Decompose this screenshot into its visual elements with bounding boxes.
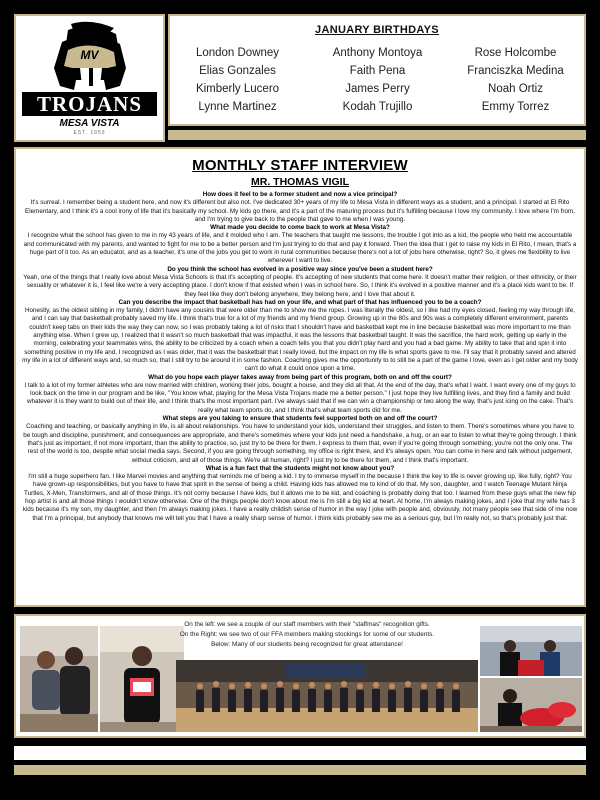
answer: I talk to a lot of my former athletes who are now married with children, working their jobs, bought a house, and they did all that. At the end of the day, that's what I want. I want every one of my guys to look back on the time in our program and be like, "You know what, playing for the Mesa Vista Trojans made me a better person." I just hope they live fulfilling lives, and they find a family and build whatever it is they want to build out of their life, and I think that's the most important part. I've always said that if we can win a championship or two along the way, that's just icing on the cake. That's really what team sports do, and I think that's what team sports did for me. [24, 381, 576, 414]
ffa-photo-1 [480, 626, 582, 676]
birthday-name: Emmy Torrez [481, 101, 550, 113]
photo-caption [176, 620, 438, 650]
footer-gold-bar [14, 765, 586, 775]
question: How does it feel to be a former student and now a vice principal? [202, 191, 398, 198]
caption-line: On the left: we see a couple of our staff members with their "staffmas" recognition gifts. [184, 621, 430, 628]
team-name: TROJANS [22, 92, 157, 116]
birthday-name: Franciszka Medina [467, 65, 564, 77]
birthday-column-3 [448, 44, 583, 116]
interview-title: MONTHLY STAFF INTERVIEW [192, 157, 408, 174]
school-name: MESA VISTA [59, 118, 120, 129]
question: Do you think the school has evolved in a positive way since you've been a student here? [167, 265, 433, 273]
caption-line: On the Right: we see two of our FFA members making stockings for some of our students. [179, 631, 435, 638]
birthday-name: Elias Gonzales [199, 65, 276, 77]
birthday-name: James Perry [345, 83, 410, 95]
question: What do you hope each player takes away from being part of this program, both on and off the court? [148, 373, 452, 381]
birthday-name: Lynne Martinez [198, 101, 277, 113]
interview-qa [22, 191, 578, 523]
birthday-name: Anthony Montoya [332, 47, 423, 59]
staff-photo-2 [100, 626, 184, 732]
photos-panel [14, 614, 586, 738]
ffa-photo-2 [480, 678, 582, 732]
question: What made you decide to come back to work at Mesa Vista? [210, 224, 390, 232]
interview-subject: MR. THOMAS VIGIL [251, 176, 349, 188]
question: Can you describe the impact that basketball has had on your life, and what part of that has influenced you to be a coach? [118, 298, 482, 306]
divider-bar [168, 130, 586, 140]
logo-tagline: EST. 1953 [73, 130, 106, 136]
question: What steps are you taking to ensure that students feel supported both on and off the court? [162, 415, 438, 423]
birthday-name: Kodah Trujillo [342, 101, 413, 113]
caption-line: Below: Many of our students being recognized for great attendance! [211, 641, 403, 648]
birthday-column-1 [170, 44, 305, 116]
footer-white-bar [14, 746, 586, 760]
birthday-column-2 [310, 44, 445, 116]
staff-photo-1 [20, 626, 98, 732]
helmet-initials: MV [80, 48, 99, 62]
answer: Yeah, one of the things that I really love about Mesa Vista Schools is that it's accepting of people. It's accepting of new students that come here. It doesn't matter their religion, or their ethnicity, or their sexuality or whatever it is, I feel like we're a very accepting place. I don't know if that existed when I was in school here. So, I think it's evolved in a positive manner and it's a place kids want to be. If they feel like they don't belong anywhere, they belong here, and I love that about it. [23, 273, 577, 298]
staff-interview-panel [14, 147, 586, 607]
birthday-name: Rose Holcombe [474, 47, 557, 59]
answer: It's surreal. I remember being a student here, and now it's different but also not. I've dedicated 30+ years of my life to Mesa Vista in different ways as a student, and a principal. I started at El Rito Elementary, and I think it's a cool irony of life that it's basically my school. My kids go there, and it's a part of the maturing process but it's fulfilling because I love my community. I love where I'm from, and I'm trying to give back to the people that gave to me when I was young. [25, 199, 575, 223]
birthday-name: London Downey [195, 47, 280, 59]
question: What is a fun fact that the students might not know about you? [205, 464, 395, 472]
attendance-photo [176, 660, 478, 732]
answer: Coaching and teaching, or basically anything in life, is all about relationships. You have to understand your kids, understand their struggles, and listen to them. There's sometimes where you have to be tough and discipline, punishment, and consequences are appropriate, and there's sometimes where your kids just need a handshake, a hug, or an ear to listen to what they're going through. I think that's just as important, if not more important, than the ability to practice, so, just try to be there for them. I express to them that, even if you're going through something, you're not the only one. The rest of the world is too, despite what social media says. Second, if you are going through something, my office is right there, and it's always open. You can come in here and talk without judgement, without criticism, and all of those things. We're all human, right? I just try to be there for them, and I think that's important. [23, 423, 577, 464]
answer: I'm still a huge superhero fan. I like Marvel movies and anything that reminds me of being a kid. I try to immerse myself in the because I think the key to life is never growing up, like fully, right? You have grown-up responsibilities, but you have to have that spirit in the sense of being a child. Having kids has allowed me to kind of do that. My son, daughter, and I watch Teenage Mutant Ninja Turtles, X-Men, Transformers, and all of those things. It's not corny because I have kids, but it allows me to be kid, and coaching is probably doing that too. I learned from these guys what the new hip hop artist is and all those things I wouldn't know otherwise. One of the things people don't know about me is I'm still a big kid at heart. At home, I'm always making jokes, and I joke that my wife has 3 kids because it's my son, my daughter, and then I'm always making jokes. I have a really childish sense of humor in the way I joke with people and, obviously, not many people see that side of me now that I'm a principal, but anybody that knows me will tell you that I have a really sharp sense of humor. I think kids probably see me as a serious guy, but I'm really not, so that's probably just that. [22, 473, 578, 522]
answer: Honestly, as the oldest sibling in my family, I didn't have any cousins that were older than me to show me the ropes. I was literally the oldest, so I like had my eyes closed, feeling my way through life, and I can say that basketball probably saved my life. I think that's true for a lot of my friends and my friend group. Growing up in the 80s and 90s was a completely different environment, parents couldn't keep tabs on their kids the way they can now, so I was probably taking a lot of risks that I shouldn't have and basketball kept me in line because basketball was more important to me than anything else. When I grew up, I realized that it wasn't so much basketball that was impactful, it was the lessons that basketball taught. It was the sacrifice, the hard work, getting up early in the morning, celebrating your teammates wins, the ability to be criticized by a coach when a coach tells you that you didn't play hard and you had a bad game. My ability to take that and spin it into something positive in my life and, I recognized as I was older, that it was the basketball that I really loved, but the impact on my life is what sports gave to me. I'll say that it probably saved and altered my life in a lot of different ways and, so much so, that I still try to be around it in some fashion. Coaching gives me the opportunity to to still be a part of the game I love, even as I get older and my body can't do what it could once upon a time. [22, 307, 578, 373]
birthday-name: Faith Pena [349, 65, 406, 77]
birthdays-panel [168, 14, 586, 126]
answer: I recognize what the school has given to me in my 43 years of life, and it molded who I am. The teachers that taught me lessons, the trouble I got into as a kid, the people who held me accountable and communicated with my parents, and wanted to fight for me to be a better person and I'm just trying to do that and pay it forward. Then the idea that I get to raise my kids in El Rito, I mean, that's a huge part of it too. As an educator, and as a teacher, it's one of the jobs you get to work in rural communities because there's not a lot of jobs here otherwise, right? So, it gives me flexibility to live wherever I want to live. [23, 232, 577, 265]
birthday-name: Kimberly Lucero [195, 83, 280, 95]
school-logo [14, 14, 165, 142]
birthdays-title: JANUARY BIRTHDAYS [315, 24, 439, 36]
birthday-name: Noah Ortiz [488, 83, 543, 95]
